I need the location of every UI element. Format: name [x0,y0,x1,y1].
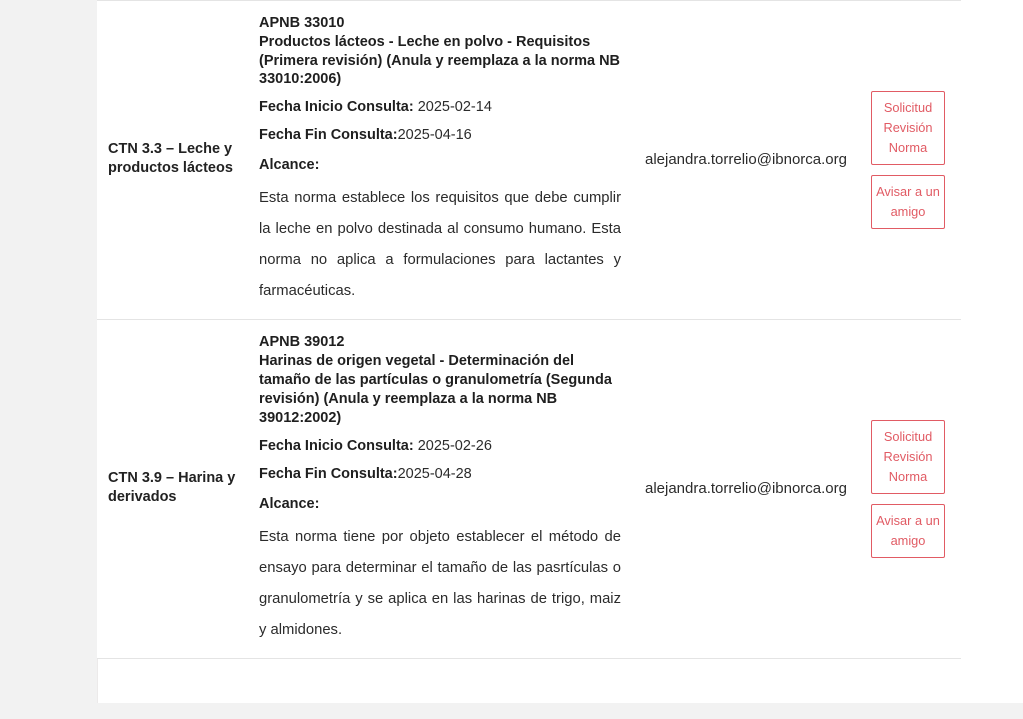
ctn-label: CTN 3.9 – Harina y derivados [108,469,236,505]
start-date-label: Fecha Inicio Consulta: [259,437,414,454]
end-date-row [259,123,621,147]
contact-email-cell [637,1,855,319]
contact-email-cell [637,320,855,658]
notify-friend-button[interactable]: Avisar a un amigo [871,504,945,558]
actions-cell [855,1,961,319]
table-row [97,320,961,659]
scope-text: Esta norma establece los requisitos que debe cumplir la leche en polvo destinada al consumo humano. Esta norma no aplica a formulaciones para lactantes y farmacéuticas. [259,189,621,299]
start-date-row [259,95,621,119]
norm-code: APNB 39012 [259,333,345,350]
actions-cell [855,320,961,658]
contact-email: alejandra.torrelio@ibnorca.org [644,151,847,169]
end-date-label: Fecha Fin Consulta: [259,126,398,143]
norm-cell [247,320,637,658]
scope-label: Alcance: [259,156,320,173]
end-date-value: 2025-04-16 [397,126,472,143]
norm-cell [247,1,637,319]
request-norm-revision-button[interactable]: Solicitud Revisión Norma [871,420,945,494]
end-date-label: Fecha Fin Consulta: [259,465,398,482]
start-date-value: 2025-02-26 [417,437,492,454]
end-date-row [259,462,621,486]
page-bottom-band [0,703,1023,719]
ctn-cell [97,320,247,658]
contact-email: alejandra.torrelio@ibnorca.org [644,480,847,497]
norms-table [97,0,961,659]
norm-title: Harinas de origen vegetal - Determinación del tamaño de las partículas o granulometría (Segunda revisión) (Anula y reemplaza a la norma NB 39012:2002) [259,352,612,426]
norm-code: APNB 33010 [259,15,345,31]
scope-label: Alcance: [259,495,320,512]
scope-text: Esta norma tiene por objeto establecer el método de ensayo para determinar el tamaño de las pasrtículas o granulometría y se aplica en las harinas de trigo, maiz y almidones. [259,528,621,638]
end-date-value: 2025-04-28 [397,465,472,482]
right-gutter [961,0,1023,719]
start-date-value: 2025-02-14 [417,98,492,115]
start-date-row [259,434,621,458]
norm-title: Productos lácteos - Leche en polvo - Requisitos (Primera revisión) (Anula y reemplaza a la norma NB 33010:2006) [259,34,621,87]
start-date-label: Fecha Inicio Consulta: [259,98,414,115]
left-gutter [0,0,98,719]
table-row [97,0,961,320]
ctn-cell [97,1,247,319]
notify-friend-button[interactable]: Avisar a un amigo [871,175,945,229]
request-norm-revision-button[interactable]: Solicitud Revisión Norma [871,91,945,165]
ctn-label: CTN 3.3 – Leche y productos lácteos [108,140,233,176]
